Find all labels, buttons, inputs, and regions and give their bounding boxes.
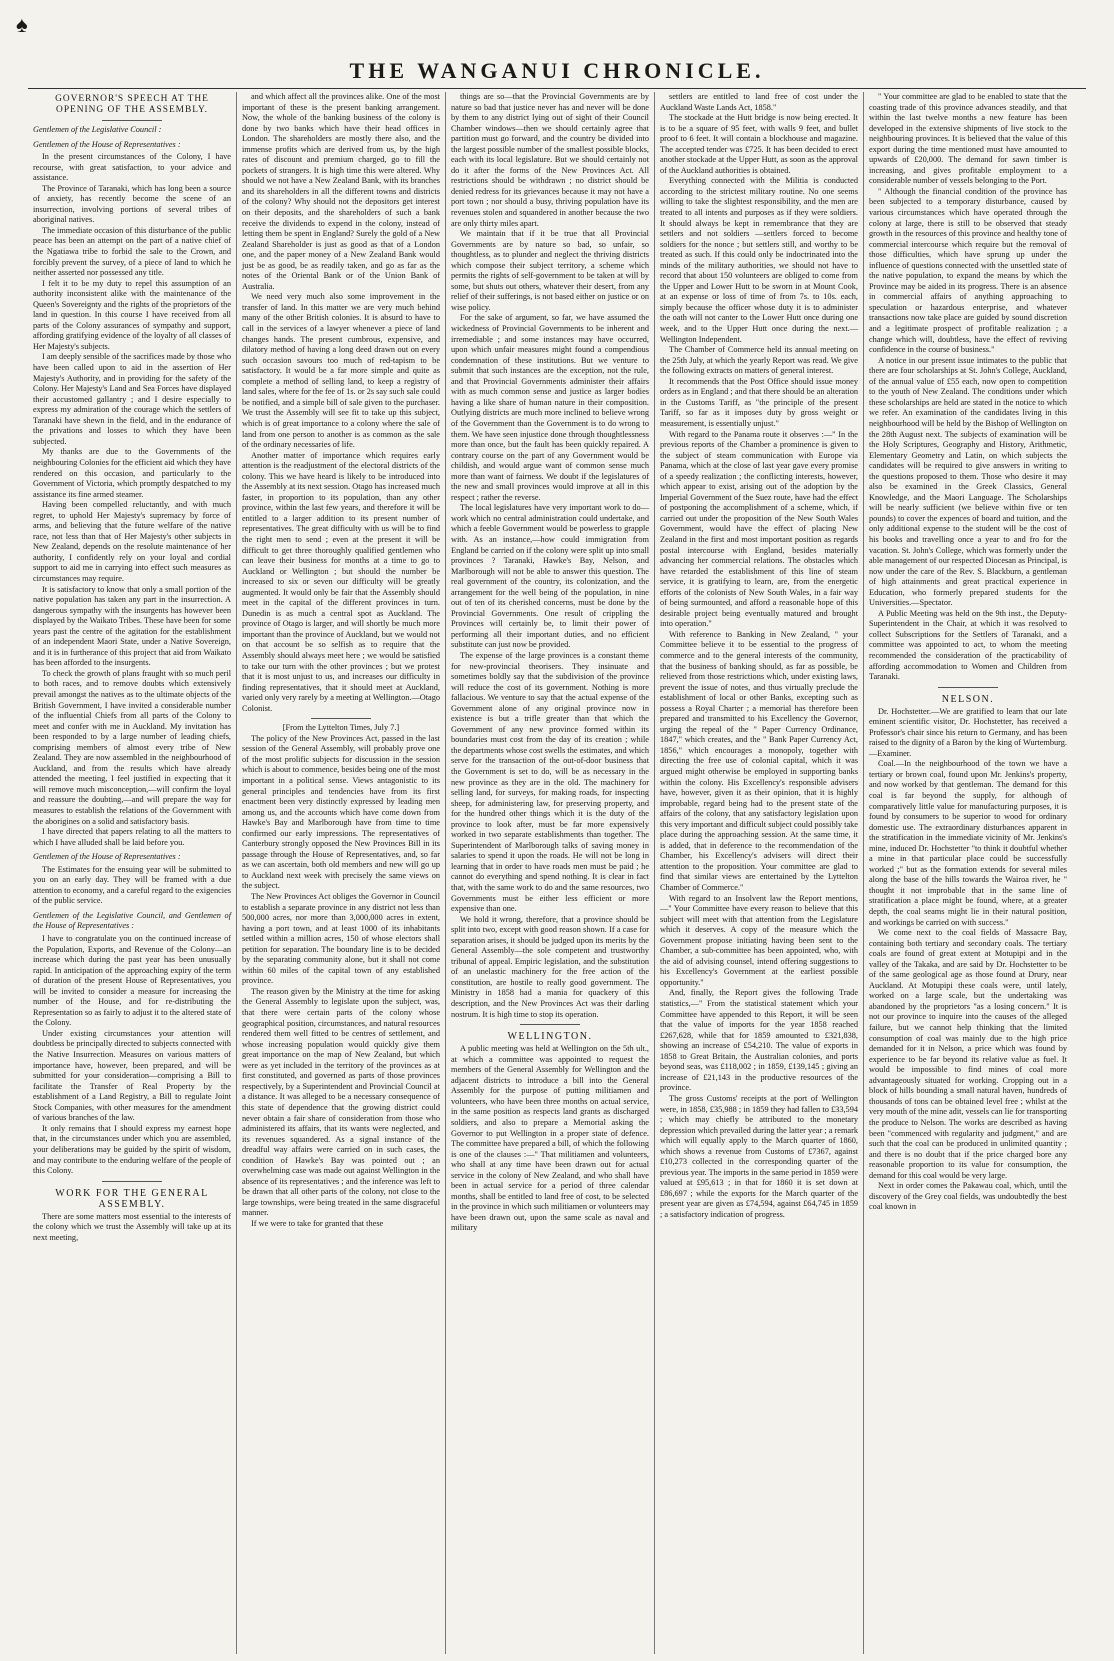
- column-1: [28, 92, 237, 1654]
- paragraph: I felt it to be my duty to repel this assumption of an authority inconsistent alike with the maintenance of the Queen's Sovereignty and the rights of the proprietors of the land in question. In this course I have received from all parts of the Colony assurances of sympathy and support, affording gratifying evidence of the loyalty of all classes of Her Majesty's subjects.: [33, 278, 231, 351]
- salutation: Gentlemen of the Legislative Council, and Gentlemen of the House of Representatives :: [33, 910, 231, 931]
- paragraph: With reference to Banking in New Zealand, " your Committee believe it to be essential to the progress of commerce and to the general interests of the community, that the business of banking should, as far as possible, be relieved from those restrictions which, under existing laws, prevent the issue of notes, and thus virtually preclude the establishment of local or other Banks, excepting such as possess a Royal Charter ; a memorial has therefore been prepared and transmitted to his Excellency the Governor, urging the repeal of the " Paper Currency Ordinance, 1847," which creates, and the " Bank Paper Currency Act, 1856," which encourages a monopoly, together with directing the free use of colonial capital, which it was argued might otherwise be employed in supporting banks within the colony. His Excellency's responsible advisers have, however, given it as their opinion, that it is highly improbable, regard being had to the present state of the affairs of the colony, that any satisfactory legislation upon this very important and difficult subject could possibly take place during the approaching session. At the same time, it is added, that in deference to the recommendation of the Chamber, his Excellency's advisers will direct their attention to the proposition. Your committee are glad to find that similar views are entertained by the Lyttelton Chamber of Commerce.": [660, 629, 858, 893]
- article-body: [33, 152, 231, 848]
- article-heading-work-assembly: WORK FOR THE GENERAL ASSEMBLY.: [55, 1187, 209, 1210]
- paragraph: My thanks are due to the Governments of the neighbouring Colonies for the efficient aid which they have rendered on this occasion, and particularly to the Government of Victoria, which promptly despatched to my assistance its fine armed steamer.: [33, 447, 231, 499]
- paragraph: I am deeply sensible of the sacrifices made by those who have been called upon to aid in the assertion of Her Majesty's Authority, and in providing for the safety of the Colony. Her Majesty's Land and Sea Forces have displayed their accustomed gallantry ; and I desire especially to express my admiration of the courage which the settlers of Taranaki have shewn in the field, and in the endurance of the privations and losses to which they have been subjected.: [33, 352, 231, 446]
- paragraph: settlers are entitled to land free of cost under the Auckland Waste Lands Act, 1858.": [660, 92, 858, 112]
- article-divider: [520, 1024, 580, 1025]
- paragraph: We come next to the coal fields of Massacre Bay, containing both tertiary and secondary coals. The tertiary coals are found of great extent at Motupipi and in the valley of the Takaka, and are said by Dr. Hochstetter to be of the same geological age as those found at Drury, near Auckland. At Motupipi these coals were, until lately, worked on a large scale, but the undertaking was abandoned by the proprietors "as a losing concern." It is not our province to inquire into the causes of the alleged failure, but we cannot help thinking that the limited consumption of coal was mainly due to the high price demanded for it in Nelson, a price which was found by experience to be far beyond its relative value as fuel. It would be impossible to find mines of coal more advantageously situated for working. Cropping out in a block of hills bounding a small natural haven, hundreds of thousands of tons can be obtained level free ; whilst at the very mouth of the mine adit, vessels can lie for transporting the produce to Nelson. The works are described as having been "commenced with regularity and judgment," and are such that the coal can be produced in unlimited quantity ; and there is no doubt that if the price charged bore any reasonable proportion to its value for consumption, the demand for this coal would be very large.: [869, 928, 1067, 1180]
- article-divider: [311, 718, 371, 719]
- paragraph: If we were to take for granted that these: [251, 1218, 384, 1228]
- paragraph: A public meeting was held at Wellington on the 5th ult., at which a committee was appointed to request the members of the General Assembly for Wellington and the adjacent districts to introduce a bill into the General Assembly for the purpose of putting militiamen and volunteers, who have been three months on actual service, in the same position as respects land grants as discharged soldiers, and also to prepare a Memorial asking the Governor to put Wellington in a proper state of defence. The committee have prepared a bill, of which the following is one of the clauses :—" That militiamen and volunteers, who shall at any time have been drawn out for actual service in the colony of New Zealand, and who shall have been in actual service for a period of three calendar months, shall be entitled to land free of cost, to be selected in the province in which such militiamen or volunteers may have been drawn out, upon the same scale as naval and military: [451, 1044, 649, 1233]
- masthead-title: THE WANGANUI CHRONICLE.: [349, 58, 765, 83]
- article-body: [869, 92, 1067, 683]
- paragraph: The Province of Taranaki, which has long been a source of anxiety, has recently become the scene of an insurrection, involving portions of several tribes of aboriginal natives.: [33, 183, 231, 225]
- paragraph: With regard to the Panama route it observes :—" In the previous reports of the Chamber a prominence is given to the subject of steam communication with Europe via Panama, which at the close of last year gave every promise of a speedy realization ; the conflicting interests, however, which appear to exist, arising out of the adoption by the Imperial Government of the Suez route, have had the effect of postponing the accomplishment of a scheme, which, if carried out under the proposition of the New South Wales Government, would have the effect of placing New Zealand in the first and most important position as regards postal intercourse with England, besides materially advancing her commercial relations. The obstacles which have retarded the establishment of this line of steam service, it is gratifying to learn, are, from the energetic efforts of the colonists of New South Wales, in a fair way of being surmounted, and afford a reasonable hope of this desirable project being eventually matured and brought into operation.": [660, 429, 858, 629]
- article-body: [451, 92, 649, 1020]
- article-source-line: [From the Lyttelton Times, July 7.]: [282, 723, 400, 733]
- paragraph: The policy of the New Provinces Act, passed in the last session of the General Assembly, will probably prove one of the most prolific subjects for discussion in the session which is about to commence, besides being one of the most important in a political sense. Views antagonistic to its general principles and tendencies have from its first enactment been very distinctly expressed by leading men among us, and the accounts which have come down from Hawke's Bay and Marlborough have from time to time confirmed our early impressions. The representatives of Canterbury strongly opposed the New Provinces Bill in its passage through the House of Representatives, and, so far as we can ascertain, both old members and new will go up to Auckland next week with precisely the same views on the subject.: [242, 733, 440, 891]
- article-divider: [938, 687, 998, 688]
- article-body: [869, 707, 1067, 1213]
- salutation: Gentlemen of the House of Representatives :: [33, 139, 181, 149]
- article-body: [451, 1044, 649, 1234]
- paragraph: The Chamber of Commerce held its annual meeting on the 25th July, at which the yearly Report was read. We give the following extracts on matters of general interest.: [660, 345, 858, 376]
- paragraph: Having been compelled reluctantly, and with much regret, to uphold Her Majesty's supremacy by force of arms, and believing that the future welfare of the native race, not less than that of Her Majesty's other subjects in New Zealand, depends on the resolute maintenance of her authority, I confidently rely on your loyal and cordial support to aid me in carrying into effect such measures as circumstances may require.: [33, 500, 231, 583]
- paragraph: " Your committee are glad to be enabled to state that the coasting trade of this province advances steadily, and that within the last twelve months a new feature has been developed in the extensive shipments of live stock to the neighbouring provinces. It is believed that the value of this export during the time mentioned must have amounted to upwards of £20,000. The demand for sawn timber is increasing, and gives profitable employment to a considerable number of vessels belonging to the Port.: [869, 92, 1067, 186]
- paragraph: and which affect all the provinces alike. One of the most important of these is the present banking arrangement. Now, the whole of the banking business of the colony is done by two banks which have their head offices in London. The shareholders are mostly there also, and the immense profits which are derived from us, by the high rates of discount and premium charged, go to fill the pockets of strangers. It is high time this were altered. Why should we not have a New Zealand Bank, with its branches and its shareholders in all the different towns and districts of the colony? Why should not the depositors get interest on their deposits, and the shareholders of such a bank receive the dividends to expend in the colony, instead of letting them be spent in England? Surely the gold of a New Zealand Shareholder is just as good as that of a London one, and the paper money of a New Zealand Bank would just be as good, be as readily taken, and go as far as the notes of the Oriental Bank or of the Union Bank of Australia.: [242, 92, 440, 291]
- masthead-rule: [28, 88, 1086, 89]
- column-4: [655, 92, 864, 1654]
- article-body: [660, 92, 858, 1221]
- article-divider: [102, 1181, 162, 1182]
- column-2: [237, 92, 446, 1654]
- paragraph: The gross Customs' receipts at the port of Wellington were, in 1858, £35,988 ; in 1859 they had fallen to £33,594 ; which may chiefly be attributed to the monetary depression which prevailed during the latter year ; a remark which will equally apply to the March quarter of 1860, which shows a revenue from Customs of £7367, against £10,273 collected in the corresponding quarter of the previous year. The imports in the same period in 1859 were valued at £95,613 ; in that for 1860 it is set down at £86,697 ; while the exports for the March quarter of the present year are given as £74,594, against £64,745 in 1859 ; a satisfactory indication of progress.: [660, 1093, 858, 1219]
- paragraph: The New Provinces Act obliges the Governor in Council to establish a separate province in any district not less than 500,000 acres, nor more than 3,000,000 acres in extent, having a port town, and at least 1000 of its inhabitants settled within a million acres, 150 of whose electors shall petition for separation. The boundary line is to be decided by the separating community alone, but it shall not come within 60 miles of the capital town of any established province.: [242, 892, 440, 986]
- paragraph: To check the growth of plans fraught with so much peril to both races, and to remove doubts which extensively prevail amongst the natives as to the ultimate objects of the British Government, I have invited a considerable number of the influential Chiefs from all parts of the Colony to meet and confer with me in Auckland. My invitation has been responded to by a large number of leading chiefs, comprising members of almost every tribe of New Zealand. They are now assembled in the neighbourhood of Auckland, and from the results which have already attended the meeting, I feel justified in expecting that it will remove much misconception,—will confirm the loyal and reassure the doubting,—and will prepare the way for measures to establish the relations of the Government with the aborigines on a solid and satisfactory basis.: [33, 668, 231, 826]
- paragraph: There are some matters most essential to the interests of the colony which we trust the Assembly will take up at its next meeting,: [33, 1211, 231, 1242]
- paragraph: The stockade at the Hutt bridge is now being erected. It is to be a square of 95 feet, with walls 9 feet, and bullet proof to 6 feet. It will contain a blockhouse and magazine. The accepted tender was £725. It has been decided to erect another stockade at the Upper Hutt, as soon as the approval of the Auckland authorities is obtained.: [660, 113, 858, 175]
- paragraph: " Although the financial condition of the province has been subjected to a temporary disturbance, caused by various circumstances which have operated through the colony at large, there is still to be observed that steady growth in the resources of this province and healthy tone of commercial intercourse which require but the removal of those difficulties, which have sprung up under the influence of questions connected with the unsettled state of the native population, to expand the means by which the Province may be aided in its progress. There is an absence in commercial affairs of anything approaching to speculation or hazardous enterprise, and whatever transactions now take place are guided by sound discretion and a legitimate prospect of profitable realization ; a change which will, doubtless, have the effect of reviving confidence in the course of business.": [869, 186, 1067, 355]
- paragraph: The local legislatures have very important work to do—work which no central administration could undertake, and which a feeble Government would be powerless to grapple with. As an instance,—how could immigration from England be carried on if the colony were split up into small provinces ? Taranaki, Hawke's Bay, Nelson, and Marlborough will not be able to answer this question. The real government of the country, its colonization, and the arrangement for the well being of the population, in nine out of ten of its cherished concerns, must be done by the Provincial Governments. One result of crippling the Provinces will certainly be, to limit their power of performing all their important duties, and no efficient substitute can just now be provided.: [451, 503, 649, 650]
- article-body: [242, 92, 440, 714]
- paragraph: It only remains that I should express my earnest hope that, in the circumstances under which you are assembled, your deliberations may be guided by the spirit of wisdom, and may contribute to the enduring welfare of the people of this Colony.: [33, 1123, 231, 1176]
- article-body: [242, 734, 440, 1230]
- paragraph: Everything connected with the Militia is conducted according to the strictest military routine. No one seems willing to take the slightest responsibility, and the men are treated to all intents and purposes as if they were soldiers. It should always be kept in remembrance that they are settlers and not soldiers —settlers forced to become soldiers for the nonce ; but settlers still, and worthy to be treated as such. If this could only be indoctrinated into the minds of the military authorities, we should not have to record that about 150 volunteers are obliged to come from the Upper and Lower Hutt to be sworn in at Mount Cook, at an expense or loss of time of from 7s. to 10s. each, simply because the officer whose duty it is to administer the oath will not canter to the Lower Hutt once during one week, and to the Upper Hutt once during the next.—Wellington Independent.: [660, 176, 858, 344]
- article-heading-wellington: WELLINGTON.: [507, 1031, 593, 1043]
- paragraph: I have to congratulate you on the continued increase of the Population, Exports, and Revenue of the Colony—an increase which during the past year has been unusually rapid. In anticipation of the approaching expiry of the term of duration of the present House of Representatives, you will be invited to consider a measure for increasing the number of the House, and for re-distributing the Representation so as fairly to adjust it to the altered state of the Colony.: [33, 934, 231, 1028]
- paragraph: Coal.—In the neighbourhood of the town we have a tertiary or brown coal, found upon Mr. Jenkins's property, and now worked by that gentleman. The demand for this coal is far beyond the supply, for although of comparatively little value for manufacturing purposes, it is found by consumers to be superior to wood for ordinary domestic use. The extraordinary disturbances apparent in the stratification in the immediate vicinity of Mr. Jenkins's mine, induced Dr. Hochstetter "to think it doubtful whether a mine in that particular place could be successfully worked ;" but as the formation extends for several miles along the base of the hills towards the Wairoa river, he " thought it not improbable that in the same line of stratification a place might be found, where, at a greater depth, the coal seams might lie in their natural position, and workings be carried on with success.": [869, 759, 1067, 927]
- paragraph: Dr. Hochstetter.—We are gratified to learn that our late eminent scientific visitor, Dr. Hochstetter, has received a Professor's chair since his return to Germany, and has been raised to the dignity of a Baron by the king of Wurtemburg.—Examiner.: [869, 706, 1067, 758]
- paragraph: Another matter of importance which requires early attention is the readjustment of the electoral districts of the colony. This we have heard is likely to be introduced into the Assembly at its next session. Otago has increased much faster, in proportion to its population, than any other province, within the last few years, and therefore it will be entitled to a larger addition to its present number of representatives. The great difficulty with us will be to find the right men to send ; even at the present it will be difficult to get three thoroughly qualified gentlemen who can leave their business for months at a time to go to Auckland or Wellington ; but should the number be increased to six or seven our difficulty will be greatly augmented. It would only be fair that the Assembly should meet in the capital of the different provinces in turn. Dunedin is as much a central spot as Auckland. The province of Otago is larger, and will shortly be much more important than the province of Auckland, but we would not on that account be so selfish as to require that the Assembly should always meet here ; we would be satisfied to take our turn with the other provinces ; but we protest that it is most unjust to us, and increases our difficulty in finding representatives, that it should meet at Auckland, varied only very rarely by a meeting at Wellington.—Otago Colonist.: [242, 450, 441, 713]
- article-body: [33, 1212, 231, 1244]
- paragraph: The reason given by the Ministry at the time for asking the General Assembly to legislate upon the subject, was, that there were certain parts of the colony whose geographical position, circumstances, and natural resources rendered them well fitted to be centres of settlement, and whose increasing population would quickly give them great importance on the map of New Zealand, but which were as yet included in the territory of the provinces as at first constituted, and governed as parts of those provinces respectively, by a Superintendent and Provincial Council at a distance. It was alleged to be a necessary consequence of this state of dependence that the growing district could never obtain a fair share of consideration from those who administered its affairs, that its wants were neglected, and its revenues squandered. As a signal instance of the dreadful way affairs were carried on in such cases, the condition of Hawke's Bay was pointed out ; an overwhelming case was made out against Wellington in the absence of its representatives ; and the inference was left to be drawn that all other parts of the colony, not close to the large townships, were being treated in the same disgraceful manner.: [242, 986, 440, 1218]
- salutation: Gentlemen of the House of Representatives :: [33, 852, 181, 862]
- paragraph: The expense of the large provinces is a constant theme for new-provincial theorisers. They insinuate and sometimes boldly say that the subdivision of the province will reduce the cost of its government. Nothing is more fallacious. We venture to say that the actual expense of the Government alone of any original province now in existence is but a trifle greater than that which the Government of any new province formed within its boundaries must cost from the day of its creation ; while the departments whose cost swells the estimates, and which serve for the transaction of the out-of-door business that the Government is set to do, will be as necessary in the new province as they are in the old. The machinery for selling land, for surveys, for making roads, for inspecting sheep, for administering law, for preserving property, and for the hundred other things which it is the duty of the province to look after, must be far more expensively worked in two separate establishments than together. The Superintendent of Marlborough talks of saving money in salaries to spend it upon the roads. He will not be long in learning that in order to have roads men must be paid ; he cannot do everything and spend nothing. It is clear in fact that, with the same work to do and the same resources, two Governments must be either less efficient or more expensive than one.: [451, 650, 649, 914]
- paragraph: I have directed that papers relating to all the matters to which I have alluded shall be laid before you.: [33, 827, 231, 847]
- paragraph: Under existing circumstances your attention will doubtless be principally directed to subjects connected with the Native Insurrection. Measures on various matters of importance have, however, been prepared, and will be submitted for your consideration—comprising a Bill to facilitate the Transfer of Real Property by the establishment of a Land Registry, a Bill to regulate Joint Stock Companies, with other measures for the amendment of various branches of the law.: [33, 1028, 231, 1123]
- page-corner-mark: ♠: [16, 12, 28, 37]
- paragraph: It is satisfactory to know that only a small portion of the native population has taken any part in the insurrection. A dangerous sympathy with the insurgents has however been displayed by the Waikato Tribes. These have been for some years past the centre of the agitation for the establishment of an independent Maori State, under a Native Sovereign, and it is in furtherance of this project that aid from Waikato has been afforded to the insurgents.: [33, 584, 231, 668]
- paragraph: For the sake of argument, so far, we have assumed the wickedness of Provincial Governments to be inherent and irremediable ; and some instances may have occurred, upon which unfair measures might found a compendious condemnation of these institutions. But we venture to submit that such instances are the exception, not the rule, and that Provincial Governments administer their affairs with as much common sense and justice as larger bodies having a like share of human nature in their composition. Outlying districts are much more inclined to believe wrong of the Government than the Government is to do wrong to them. We have seen injustice done through thoughtlessness more than once, but the fault has been quickly repaired. A contrary course on the part of any Government would be childish, and would argue want of common sense much more than want of fairness. We doubt if the legislatures of the new and small provinces would improve at all in this respect ; rather the reverse.: [451, 313, 649, 502]
- paragraph: A notice in our present issue intimates to the public that there are four scholarships at St. John's College, Auckland, of the annual value of £55 each, now open to competition to the youth of New Zealand. The conditions under which these scholarships are held are stated in the notice to which we refer. An examination of the candidates living in this neighbourhood will be held by the Bishop of Wellington on the 28th August next. The subjects of examination will be the Holy Scriptures, Geography and History, Arithmetic, Elementary Geometry and Latin, on which subjects the candidates will be required to give answers in writing to the questions proposed to them. Those who desire it may also be examined in the Greek Classics, General Knowledge, and the Maori Language. The Scholarships will be nearly sufficient (we believe within five or ten pounds) to cover the expences of board and tuition, and the only additional expense to the student will be the cost of his books and travelling once a year to and fro for the vacation. St. John's College, which was formerly under the able management of our respected Diocesan as Principal, is now under the care of the Rev. S. Blackburn, a gentleman of high attainments and great practical experience in Education, who formerly prepared students for the Universities.—Spectator.: [869, 355, 1067, 608]
- paragraph: A Public Meeting was held on the 9th inst., the Deputy-Superintendent in the Chair, at which it was resolved to collect Subscriptions for the Settlers of Taranaki, and a committee was appointed to act, to whom the meeting recommended the consideration of the practicability of affording accommodation to Women and Children from Taranaki.: [869, 608, 1067, 682]
- paragraph: And, finally, the Report gives the following Trade statistics,—" From the statistical statement which your Committee have appended to this Report, it will be seen that the value of imports for the year 1858 reached £267,628, while that for 1859 amounted to £321,838, showing an increase of £54,210. The value of exports in 1858 to Great Britain, the Australian colonies, and ports beyond seas, was £118,002 ; in 1859, £139,145 ; giving an increase of £21,143 in the productive resources of the province.: [660, 988, 858, 1093]
- paragraph: We hold it wrong, therefore, that a province should be split into two, except with good reason shown. If a case for separation arises, it should be judged upon its merits by the General Assembly—the sole competent and trustworthy tribunal of appeal. Empiric legislation, and the substitution of an unelastic machinery for the free action of the constitution, are hostile to really good government. The Ministry in 1858 had a mania for quackery of this description, and the New Provinces Act was their darling nostrum. It is high time to stop its operation.: [451, 914, 649, 1019]
- salutation: Gentlemen of the Legislative Council :: [33, 125, 162, 134]
- article-heading-governors-speech: GOVERNOR'S SPEECH AT THE OPENING OF THE ASSEMBLY.: [55, 94, 209, 115]
- paragraph: Next in order comes the Pakawau coal, which, until the discovery of the Grey coal fields, was undoubtedly the best coal known in: [869, 1181, 1067, 1212]
- paragraph: With regard to an Insolvent law the Report mentions, —" Your Committee have every reason to believe that this subject will meet with that attention from the Legislature which it deserves. A copy of the measure which the Government propose initiating having been sent to the Chamber, a sub-committee has been appointed, who, with the aid of advising counsel, intend offering suggestions to his Excellency's Government at the earliest possible opportunity.": [660, 893, 858, 987]
- paragraph: In the present circumstances of the Colony, I have recourse, with great satisfaction, to your advice and assistance.: [33, 152, 231, 183]
- paragraph: We need very much also some improvement in the transfer of land. In this matter we are very much behind many of the other British colonies. It is absurd to have to call in the services of a lawyer whenever a piece of land changes hands. The present cumbrous, expensive, and dilatory method of having a long deed drawn out on every such occasion savours too much of red-tapism to be satisfactory. It would be a far more simple and quite as complete a method of selling land, to keep a registry of land sales, where for the fee of 1s. or 2s say such sale could be notified, and a simple bill of sale given to the purchaser. We trust the Assembly will see fit to take up this subject, which is of great importance to a colony where the sale of land from one person to another is as common as the sale of the ordinary necessaries of life.: [242, 292, 440, 450]
- article-heading-nelson: NELSON.: [941, 693, 995, 705]
- heading-rule: [102, 120, 162, 121]
- paragraph: It recommends that the Post Office should issue money orders as in England ; and that there should be an alteration in the Customs Tariff, as "the principle of the present Tariff, so far as it imposes duty by gross weight or measurement, is essentially unjust.": [660, 376, 858, 428]
- column-5: [864, 92, 1072, 1654]
- paragraph: The Estimates for the ensuing year will be submitted to you on an early day. They will be framed with a due attention to economy, and a careful regard to the exigencies of the public service.: [33, 864, 231, 906]
- article-body: [33, 934, 231, 1177]
- paragraph: The immediate occasion of this disturbance of the public peace has been an attempt on the part of a native chief of the Ngatiawa tribe to forbid the sale to the Crown, and forcibly prevent the survey, of a piece of land to which he neither asserted nor possessed any title.: [33, 225, 231, 278]
- column-3: [446, 92, 655, 1654]
- newspaper-columns: [28, 92, 1086, 1654]
- article-body: [33, 865, 231, 907]
- paragraph: things are so—that the Provincial Governments are by nature so bad that justice never has and never will be done by them to any district lying out of sight of their Council Chamber windows—then we should certainly agree that partition must go forward, and the country be divided into the largest possible number of the smallest possible blocks, each with its local legislature. But we should certainly not do it after the forms of the New Provinces Act. All restrictions should be withdrawn ; no district should be denied redress for its grievances because it may not have a port town ; nor should a busy, thriving population have its revenues stolen and squandered in another because the two are only thirty miles apart.: [451, 92, 649, 228]
- paragraph: We maintain that if it be true that all Provincial Governments are by nature so bad, so unfair, so thoughtless, as to plunder and neglect the thriving districts which compose their subject territory, a scheme which permits the rights of self-government to be taken at will by some, but shuts out others, whatever their desert, from any relief of their sufferings, is not based either on justice or on wise policy.: [451, 229, 649, 312]
